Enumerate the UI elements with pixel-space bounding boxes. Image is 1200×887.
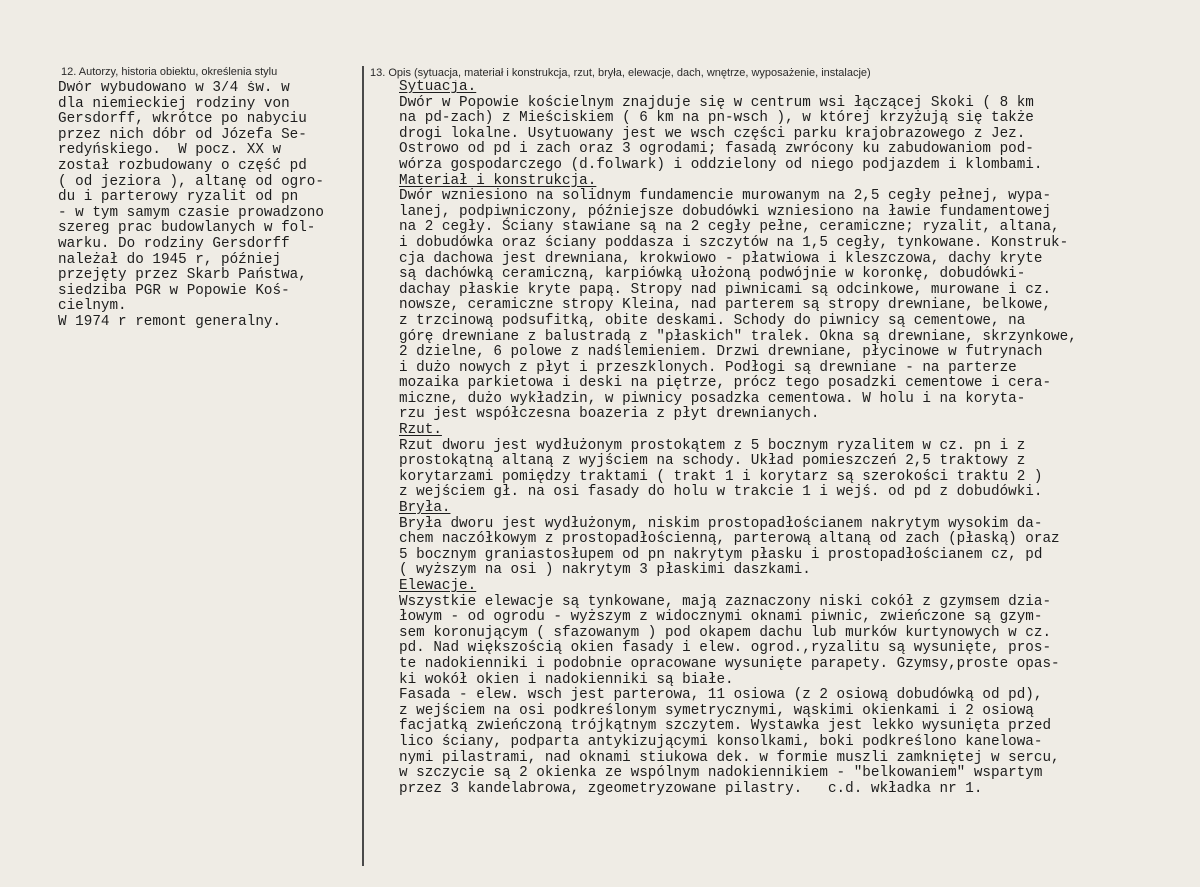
description-line: Fasada - elew. wsch jest parterowa, 11 osiowa (z 2 osiową dobudówką od pd), xyxy=(399,687,1043,704)
description-line: drogi lokalne. Usytuowany jest we wsch części parku krajobrazowego z Jez. xyxy=(399,125,1026,142)
description-line: prostokątną altaną z wyjściem na schody. Układ pomieszczeń 2,5 traktowy z xyxy=(399,453,1026,470)
left-column-header: 12. Autorzy, historia obiektu, określenia stylu xyxy=(61,66,278,78)
description-line: miczne, dużo wykładzin, w piwnicy posadzka cementowa. W holu i na koryta- xyxy=(399,390,1026,407)
left-text-line: warku. Do rodziny Gersdorff xyxy=(58,235,290,252)
left-text-line: cielnym. xyxy=(58,298,127,315)
description-line: 5 bocznym graniastosłupem od pn nakrytym płasku i prostopadłościanem cz, pd xyxy=(399,546,1043,563)
description-line: na pd-zach) z Mieściskiem ( 6 km na pn-wsch ), w której krzyżują się także xyxy=(399,110,1034,127)
section-heading: Rzut. xyxy=(399,422,442,439)
description-line: i dobudówka oraz ściany poddasza i szczytów na 1,5 cegły, tynkowane. Konstruk- xyxy=(399,234,1069,251)
left-text-line: Gersdorff, wkrótce po nabyciu xyxy=(58,111,307,128)
left-text-line: przez nich dóbr od Józefa Se- xyxy=(58,126,307,143)
description-line: Wszystkie elewacje są tynkowane, mają zaznaczony niski cokół z gzymsem dzia- xyxy=(399,593,1052,610)
left-text-line: ( od jeziora ), altanę od ogro- xyxy=(58,173,324,190)
description-line: cja dachowa jest drewniana, krokwiowo - płatwiowa i kleszczowa, dachy kryte xyxy=(399,250,1043,267)
description-line: 2 dzielne, 6 polowe z nadślemieniem. Drzwi drewniane, płycinowe w futrynach xyxy=(399,344,1043,361)
description-line: nowsze, ceramiczne stropy Kleina, nad parterem są stropy drewniane, belkowe, xyxy=(399,297,1052,314)
left-text-line: został rozbudowany o część pd xyxy=(58,157,307,174)
description-line: Bryła dworu jest wydłużonym, niskim prostopadłościanem nakrytym wysokim da- xyxy=(399,515,1043,532)
description-line: Ostrowo od pd i zach oraz 3 ogrodami; fasadą zwrócony ku zabudowaniom pod- xyxy=(399,141,1034,158)
description-line: z wejściem gł. na osi fasady do holu w trakcie 1 i wejś. od pd z dobudówki. xyxy=(399,484,1043,501)
description-line: przez 3 kandelabrowa, zgeometryzowane pilastry. c.d. wkładka nr 1. xyxy=(399,780,983,797)
description-line: chem naczółkowym z prostopadłościenną, parterową altaną od zach (płaską) oraz xyxy=(399,531,1060,548)
description-line: te nadokienniki i podobnie opracowane wysunięte parapety. Gzymsy,proste opas- xyxy=(399,655,1060,672)
description-line: ki wokół okien i nadokienniki są białe. xyxy=(399,671,734,688)
left-text-line: Dwór wybudowano w 3/4 św. w xyxy=(58,81,290,96)
description-line: górę drewniane z balustradą z "płaskich" tralek. Okna są drewniane, skrzynkowe, xyxy=(399,328,1077,345)
description-line: sem koronującym ( sfazowanym ) pod okapem dachu lub murków kurtynowych w cz. xyxy=(399,624,1052,641)
description-line: z wejściem na osi podkreślonym symetrycznymi, wąskimi okienkami i 2 osiową xyxy=(399,702,1034,719)
description-line: Rzut dworu jest wydłużonym prostokątem z 5 bocznym ryzalitem w cz. pn i z xyxy=(399,437,1026,454)
section-heading: Elewacje. xyxy=(399,578,477,594)
description-line: wórza gospodarczego (d.folwark) i oddzielony od niego podjazdem i klombami. xyxy=(399,156,1043,173)
description-line: rzu jest współczesna boazeria z płyt drewnianych. xyxy=(399,406,820,423)
column-divider xyxy=(362,66,364,866)
description-line: facjatką zwieńczoną trójkątnym szczytem. Wystawka jest lekko wysunięta przed xyxy=(399,718,1052,735)
description-line: mozaika parkietowa i deski na piętrze, prócz tego posadzki cementowe i cera- xyxy=(399,375,1052,392)
description-line: są dachówką ceramiczną, karpiówką ułożoną podwójnie w koronkę, dobudówki- xyxy=(399,266,1026,283)
left-text-line: siedziba PGR w Popowie Koś- xyxy=(58,282,290,299)
description-line: nymi pilastrami, nad oknami stiukowa dek. w formie muszli zamkniętej w sercu, xyxy=(399,749,1060,766)
left-text-line: przejęty przez Skarb Państwa, xyxy=(58,267,307,284)
description-line: lico ściany, podparta antykizującymi konsolkami, boki podkreślono kanelowa- xyxy=(399,733,1043,750)
left-column-text xyxy=(58,81,358,331)
left-text-line: należał do 1945 r, później xyxy=(58,251,282,268)
description-line: łowym - od ogrodu - wyższym z widocznymi oknami piwnic, zwieńczone są gzym- xyxy=(399,609,1043,626)
description-line: Dwór w Popowie kościelnym znajduje się w centrum wsi łączącej Skoki ( 8 km xyxy=(399,94,1034,111)
left-text-line: redyńskiego. W pocz. XX w xyxy=(58,142,282,159)
description-line: ( wyższym na osi ) nakrytym 3 płaskimi daszkami. xyxy=(399,562,811,579)
section-heading: Sytuacja. xyxy=(399,80,477,95)
left-text-line: dla niemieckiej rodziny von xyxy=(58,95,290,112)
section-heading: Bryła. xyxy=(399,500,451,517)
description-line: Dwór wzniesiono na solidnym fundamencie murowanym na 2,5 cegły pełnej, wypa- xyxy=(399,188,1052,205)
left-text-line: W 1974 r remont generalny. xyxy=(58,313,282,330)
right-column-header: 13. Opis (sytuacja, materiał i konstrukcja, rzut, bryła, elewacje, dach, wnętrze, wyposażenie, instalacje) xyxy=(370,67,871,79)
right-column-text xyxy=(399,80,1199,797)
description-line: lanej, podpiwniczony, późniejsze dobudówki wzniesiono na ławie fundamentowej xyxy=(399,203,1052,220)
left-text-line: - w tym samym czasie prowadzono xyxy=(58,204,324,221)
description-line: z trzcinową podsufitką, obite deskami. Schody do piwnicy są cementowe, na xyxy=(399,312,1026,329)
section-heading: Materiał i konstrukcja. xyxy=(399,172,597,189)
description-line: i dużo nowych z płyt i przeszklonych. Podłogi są drewniane - na parterze xyxy=(399,359,1017,376)
description-line: w szczycie są 2 okienka ze wspólnym nadokiennikiem - "belkowaniem" wspartym xyxy=(399,765,1043,782)
left-text-line: du i parterowy ryzalit od pn xyxy=(58,189,299,206)
description-line: na 2 cegły. Ściany stawiane są na 2 cegły pełne, ceramiczne; ryzalit, altana, xyxy=(399,219,1060,236)
description-line: korytarzami pomiędzy traktami ( trakt 1 i korytarz są szerokości traktu 2 ) xyxy=(399,468,1043,485)
description-line: dachay płaskie kryte papą. Stropy nad piwnicami są odcinkowe, murowane i cz. xyxy=(399,281,1052,298)
description-line: pd. Nad większością okien fasady i elew. ogrod.,ryzalitu są wysunięte, pros- xyxy=(399,640,1052,657)
left-text-line: szereg prac budowlanych w fol- xyxy=(58,220,316,237)
